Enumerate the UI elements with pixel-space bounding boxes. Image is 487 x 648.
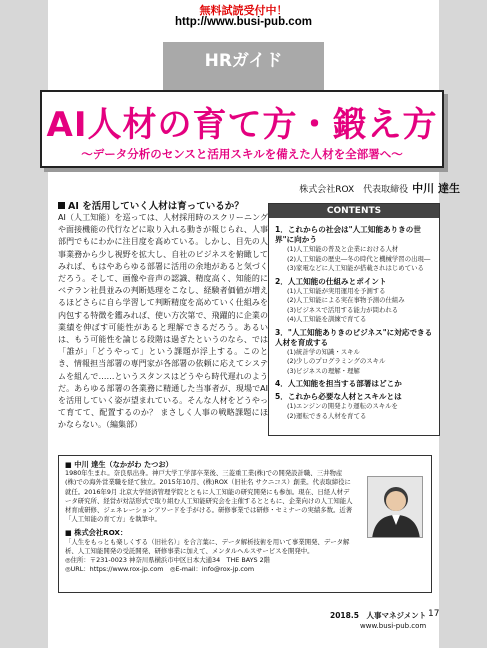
footer-url-link[interactable]: www.busi-pub.com — [360, 622, 427, 630]
toc-subitem: (2)人工知能による実在事物予測の仕組み — [287, 296, 405, 304]
bio-name: ■ 中川 達生（なかがわ たつお） — [65, 460, 173, 469]
question-heading-text: AI を活用していく人材は育っているか？ — [68, 201, 244, 212]
contents-box — [268, 203, 440, 436]
toc-item: 3．"人工知能ありきのビジネス"に対応できる人材を育成する — [275, 327, 433, 347]
author-name: 中川 達生 — [412, 182, 460, 195]
toc-subitem: (2)人工知能の歴史―冬の時代と機械学習の出現― — [287, 254, 431, 263]
lead-paragraph: AI（人工知能）を巡っては、人材採用時のスクリーニングや面接機能の代行などに取り入れる動きが報じられ、人事部門でもにわかに注目度を高めている。しかし、目先の人事業務から少し視野を拡大し、自社のビジネスを俯瞰してみれば、もはやあらゆる部署に活用の余地があると気づくだろう。そして、画像や音声の認識、精度高く、知能的にベテラン社員並みの判断処理をこなし、経験者価値が増えるほどさらに自ら学習して判断精度を高めていく仕組みを内包する特徴を鑑みれば、使い方次第で、飛躍的に企業の業績を伸ばす可能性があると理解できるだろう。あるいは、もう可能性を論じる段階は過ぎたというのなら、では「誰が」「どうやって」という課題が浮上する。このとき、情報担当部署の専門家が各部署の依頼に応えてシステムを組んで……というスタンスはどうやら時代遅れのようだ。あらゆる部署の各業務に精通した当事者が、現場でAIを活用していく姿が望まれている。そんな人材をどうやって育てて、配置するのか？ まさしく人事の戦略課題にほかならない。 — [58, 213, 268, 430]
contents-heading: CONTENTS — [269, 204, 439, 218]
toc-subitem: (1)エンジンの開発より運転のスキルを — [287, 402, 398, 410]
toc-subitem: (1)人工知能が実用運用を予測する — [287, 286, 386, 295]
toc-subitem: (1)人工知能の普及と企業における人材 — [287, 245, 399, 253]
square-bullet-icon — [58, 202, 65, 209]
toc-subitem: (3)ビジネスの理解・理解 — [287, 366, 360, 375]
editor-note: （編集部） — [106, 420, 142, 430]
footer-magazine: 2018.5 人事マネジメント — [330, 611, 427, 620]
bio-address: ◎住所：〒231-0023 神奈川県横浜市中区日本大通34 THE BAYS 2階 — [65, 556, 271, 565]
bio-text: 1980年生まれ。奈良県出身。神戸大学工学部卒業後、三菱重工業(株)での開発設計職、三井物産(株)での海外営業職を経て独立。2015年10月、(株)ROX（旧社名 サクニコス）創業。代表取締役に就任。2016年9月 北京大学経済管理学院とともに人工知能の研究開発にも参加。現在、日経人材データ研究所、経営が対話形式で取り組む人工知能研究会を主催するとともに、企業向けの人工知能人材育成研修、ジェネレーションアワードを手がける。研修事業では研修・セミナーの実績多数。近著「人工知能の育て方」を執筆中。 — [65, 469, 353, 524]
bio-text-block — [59, 456, 359, 578]
bio-email-link[interactable]: ◎E-mail：info@rox-jp.com — [169, 565, 255, 574]
contents-list — [269, 218, 439, 421]
author-affiliation: 株式会社ROX 代表取締役 — [299, 185, 409, 195]
toc-subitem: (1)統計学の知識・スキル — [287, 347, 360, 356]
page-number: 17 — [428, 609, 440, 619]
toc-subitem: (2)運転できる人材を育てる — [287, 411, 367, 420]
toc-subitem: (2)少しのプログラミングのスキル — [287, 357, 386, 365]
author-line — [240, 180, 460, 196]
toc-item: 5．これから必要な人材とスキルとは — [275, 392, 402, 401]
bio-contact — [65, 565, 353, 574]
toc-item: 2．人工知能の仕組みとポイント — [275, 276, 387, 286]
toc-item: 4．人工知能を担当する部署はどこか — [275, 379, 402, 388]
author-bio-box — [58, 455, 432, 593]
question-heading — [58, 198, 278, 212]
article-title: AI人材の育て方・鍛え方 — [46, 105, 438, 145]
bio-company-heading: ■ 株式会社ROX： — [65, 528, 128, 538]
toc-subitem: (3)ビジネスで活用する能力が問われる — [287, 305, 399, 314]
bio-url-link[interactable]: ◎URL：https://www.rox-jp.com — [65, 565, 164, 574]
section-label: HRガイド — [204, 51, 283, 71]
article-lead-body — [58, 212, 268, 444]
promo-free-trial: 無料試読受付中！ — [199, 4, 288, 17]
right-margin-strip — [439, 0, 487, 648]
toc-subitem: (4)人工知能を訓練で育てる — [287, 315, 367, 323]
author-photo — [367, 476, 423, 538]
toc-item: 1．これからの社会は"人工知能ありきの世界"に向かう — [275, 225, 421, 244]
bio-company-text: 「人生をもっとも楽しくする（旧社名）」を合言葉に、データ解析技術を用いて事業開発、データ解析、人工知能開発の受託開発、研修事業に加えて、メンタルヘルスサービスを開発中。 — [65, 537, 350, 555]
toc-subitem: (3)家電などに人工知能が搭載されはじめている — [287, 264, 424, 272]
article-subtitle: 〜データ分析のセンスと活用スキルを備えた人材を全部署へ〜 — [81, 147, 403, 161]
promo-url-link[interactable]: http://www.busi-pub.com — [175, 16, 312, 28]
